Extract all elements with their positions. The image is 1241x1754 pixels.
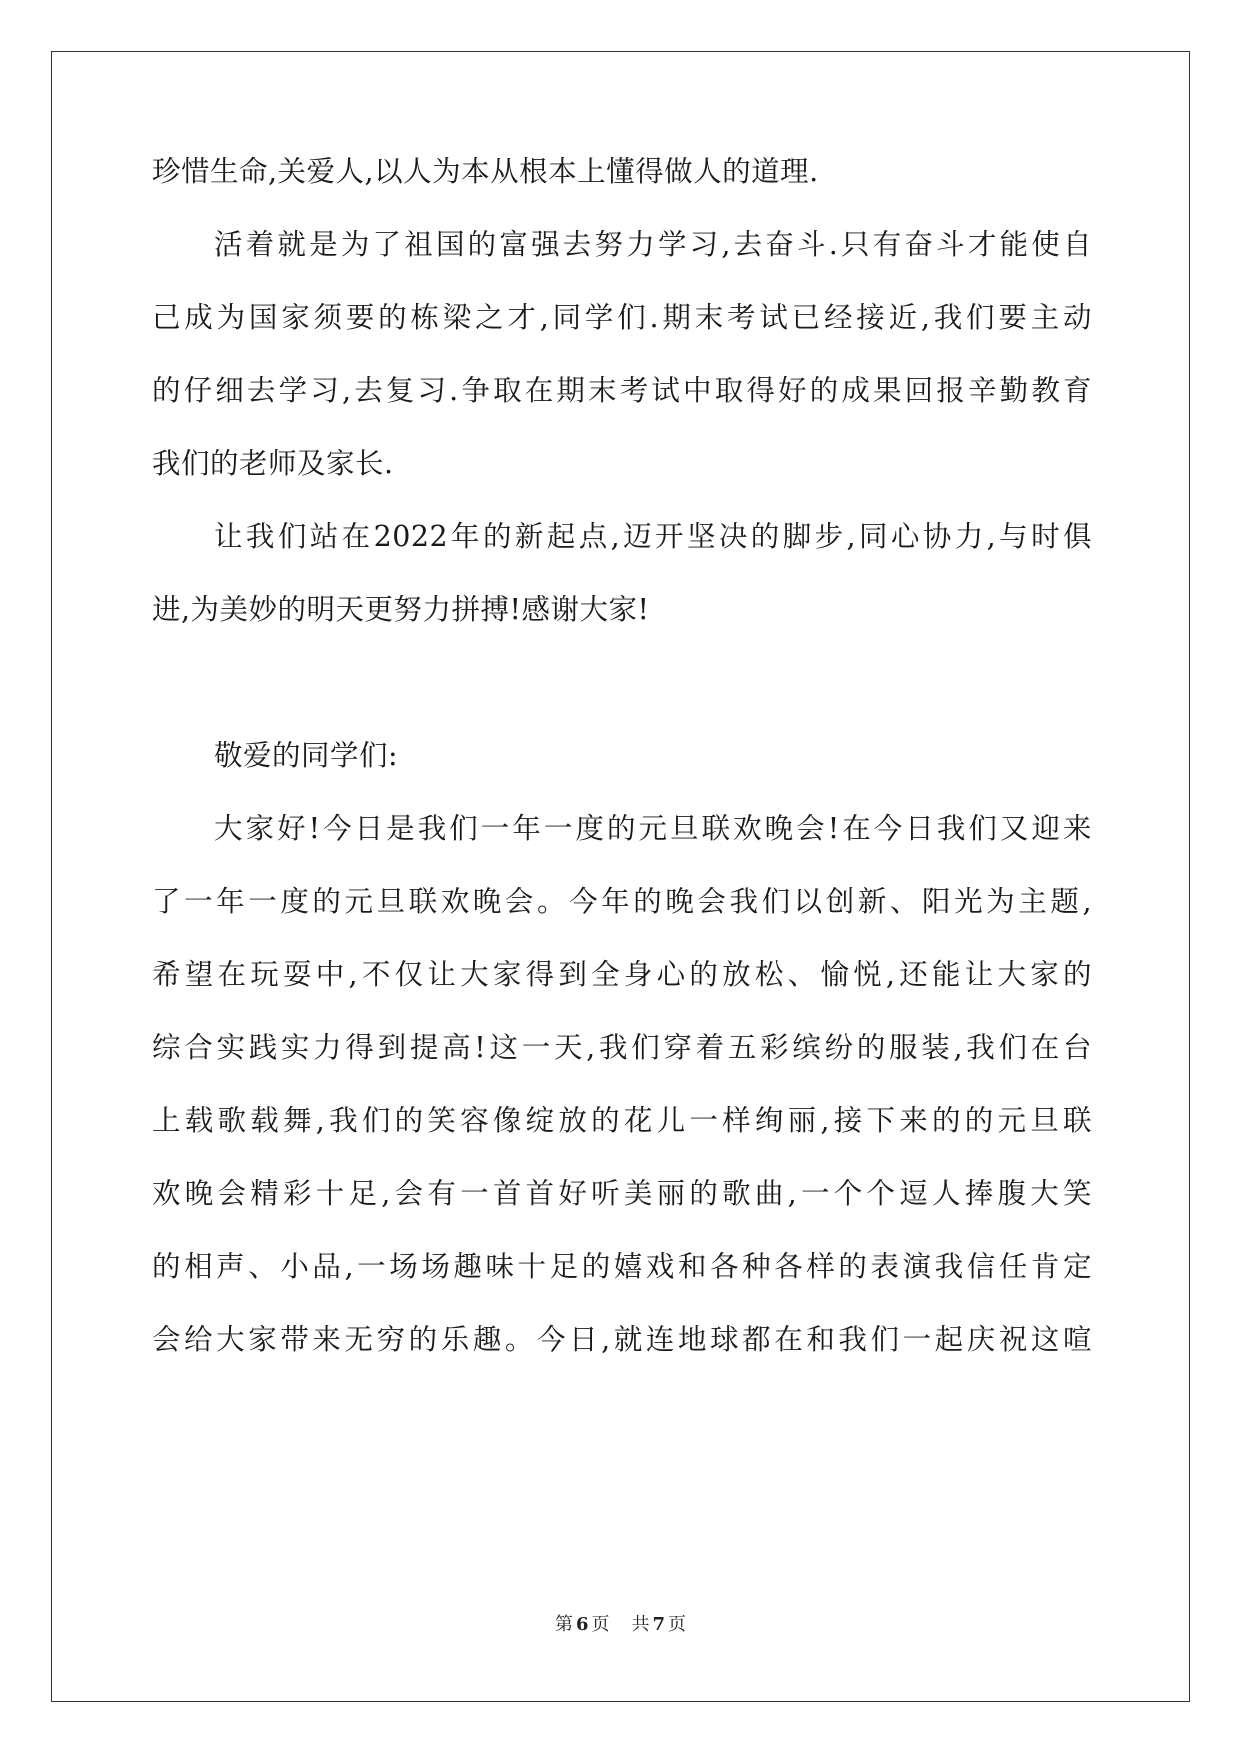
text-line: 了一年一度的元旦联欢晚会。今年的晚会我们以创新、阳光为主题, [152, 885, 1092, 918]
text-line: 己成为国家须要的栋梁之才,同学们.期末考试已经接近,我们要主动 [152, 301, 1092, 334]
salutation: 敬爱的同学们: [214, 739, 399, 772]
footer-prefix: 第 [554, 1614, 573, 1635]
text-line: 会给大家带来无穷的乐趣。今日,就连地球都在和我们一起庆祝这喧 [152, 1323, 1092, 1356]
text-line: 上载歌载舞,我们的笑容像绽放的花儿一样绚丽,接下来的的元旦联 [152, 1104, 1092, 1137]
text-line: 让我们站在2022年的新起点,迈开坚决的脚步,同心协力,与时俱 [214, 520, 1092, 553]
text-line: 珍惜生命,关爱人,以人为本从根本上懂得做人的道理. [152, 155, 819, 188]
text-line: 综合实践实力得到提高!这一天,我们穿着五彩缤纷的服装,我们在台 [152, 1031, 1092, 1064]
text-line: 进,为美妙的明天更努力拼搏!感谢大家! [152, 593, 650, 626]
text-line: 我们的老师及家长. [152, 447, 394, 480]
text-line: 的仔细去学习,去复习.争取在期末考试中取得好的成果回报辛勤教育 [152, 374, 1092, 407]
text-line: 欢晚会精彩十足,会有一首首好听美丽的歌曲,一个个逗人捧腹大笑 [152, 1177, 1092, 1210]
footer-page-unit: 页 [591, 1614, 610, 1635]
text-line: 活着就是为了祖国的富强去努力学习,去奋斗.只有奋斗才能使自 [214, 228, 1092, 261]
footer-total-unit: 页 [668, 1614, 687, 1635]
text-line: 的相声、小品,一场场趣味十足的嬉戏和各种各样的表演我信任肯定 [152, 1250, 1092, 1283]
page-footer [0, 1610, 1241, 1636]
text-line: 大家好!今日是我们一年一度的元旦联欢晚会!在今日我们又迎来 [214, 812, 1092, 845]
footer-total-prefix: 共 [631, 1614, 650, 1635]
text-line: 希望在玩耍中,不仅让大家得到全身心的放松、愉悦,还能让大家的 [152, 958, 1092, 991]
current-page-number: 6 [575, 1614, 589, 1635]
total-pages-number: 7 [652, 1614, 666, 1635]
